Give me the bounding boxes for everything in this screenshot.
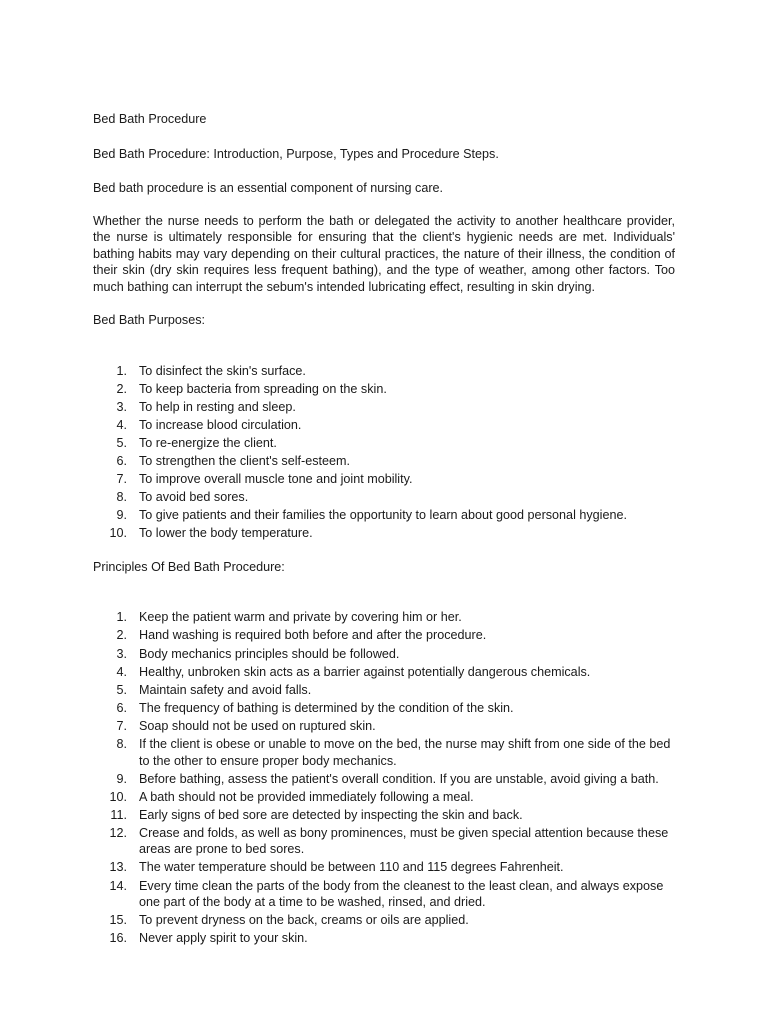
principles-list xyxy=(93,609,675,946)
purpose-item-number: 5. xyxy=(116,435,127,450)
intro-sentence: Bed bath procedure is an essential component of nursing care. xyxy=(93,181,444,195)
principle-item-text: Every time clean the parts of the body from the cleanest to the least clean, and always expose one part of the body at a time to be washed, rinsed, and dried. xyxy=(139,878,664,910)
purpose-item xyxy=(93,399,675,416)
principle-item xyxy=(93,771,675,788)
purposes-list xyxy=(93,363,675,542)
purpose-item-text: To disinfect the skin's surface. xyxy=(139,363,306,378)
document-subtitle: Bed Bath Procedure: Introduction, Purpose, Types and Procedure Steps. xyxy=(93,146,499,161)
principle-item-text: Never apply spirit to your skin. xyxy=(139,931,308,946)
principle-item-number: 13. xyxy=(109,860,127,875)
purpose-item-text: To lower the body temperature. xyxy=(139,526,313,541)
principle-item xyxy=(93,859,675,876)
purpose-item-number: 1. xyxy=(116,363,127,378)
principle-item xyxy=(93,807,675,824)
principle-item xyxy=(93,646,675,663)
principle-item xyxy=(93,736,675,769)
purpose-item-text: To improve overall muscle tone and joint mobility. xyxy=(139,472,413,487)
principle-item-text: Maintain safety and avoid falls. xyxy=(139,682,312,697)
purpose-item xyxy=(93,453,675,470)
principle-item-number: 11. xyxy=(110,807,127,822)
principle-item-text: The frequency of bathing is determined by the condition of the skin. xyxy=(139,700,514,715)
principle-item-text: Early signs of bed sore are detected by inspecting the skin and back. xyxy=(139,807,523,822)
purpose-item xyxy=(93,471,675,488)
document-page xyxy=(93,111,675,948)
principle-item xyxy=(93,912,675,929)
purpose-item xyxy=(93,435,675,452)
principle-item-text: Before bathing, assess the patient's overall condition. If you are unstable, avoid giving a bath. xyxy=(139,771,659,786)
purpose-item xyxy=(93,525,675,542)
principles-heading: Principles Of Bed Bath Procedure: xyxy=(93,559,285,574)
principle-item-number: 5. xyxy=(116,682,127,697)
purpose-item-number: 9. xyxy=(116,508,127,523)
purpose-item-text: To help in resting and sleep. xyxy=(139,399,296,414)
principle-item-number: 6. xyxy=(116,700,127,715)
principle-item xyxy=(93,682,675,699)
purpose-item-text: To re-energize the client. xyxy=(139,435,277,450)
principle-item-number: 12. xyxy=(109,825,127,840)
purpose-item-text: To keep bacteria from spreading on the skin. xyxy=(139,381,387,396)
principle-item-number: 9. xyxy=(116,771,127,786)
principle-item-number: 4. xyxy=(116,664,127,679)
principle-item-text: Hand washing is required both before and after the procedure. xyxy=(139,628,487,643)
purpose-item xyxy=(93,381,675,398)
principle-item xyxy=(93,718,675,735)
purpose-item xyxy=(93,507,675,524)
purpose-item-text: To give patients and their families the opportunity to learn about good personal hygiene. xyxy=(139,508,627,523)
principle-item-text: The water temperature should be between 110 and 115 degrees Fahrenheit. xyxy=(139,860,564,875)
purpose-item-text: To strengthen the client's self-esteem. xyxy=(139,453,351,468)
purpose-item xyxy=(93,363,675,380)
principle-item-number: 1. xyxy=(116,610,127,625)
principle-item-number: 2. xyxy=(116,628,127,643)
purpose-item xyxy=(93,417,675,434)
principle-item-text: Soap should not be used on ruptured skin. xyxy=(139,718,376,733)
purpose-item-number: 4. xyxy=(116,417,127,432)
principle-item-text: To prevent dryness on the back, creams or oils are applied. xyxy=(139,913,469,928)
principle-item-number: 15. xyxy=(109,913,127,928)
principle-item-text: A bath should not be provided immediately following a meal. xyxy=(139,789,474,804)
principle-item-text: If the client is obese or unable to move on the bed, the nurse may shift from one side of the bed to the other to ensure proper body mechanics. xyxy=(139,737,671,768)
purpose-item-number: 7. xyxy=(116,472,127,487)
intro-paragraph: Whether the nurse needs to perform the bath or delegated the activity to another healthcare provider, the nurse is ultimately responsible for ensuring that the client's hygienic needs are met. Individuals' bathing habits may vary depending on their cultural practices, the nature of their illness, the condition of their skin (dry skin requires less frequent bathing), and the type of weather, among other factors. Too much bathing can interrupt the sebum's intended lubricating effect, resulting in skin drying. xyxy=(93,213,675,294)
purposes-heading: Bed Bath Purposes: xyxy=(93,313,206,327)
principle-item xyxy=(93,825,675,858)
principle-item xyxy=(93,664,675,681)
purpose-item-text: To increase blood circulation. xyxy=(139,417,302,432)
principle-item xyxy=(93,627,675,644)
purpose-item xyxy=(93,489,675,506)
principle-item-number: 3. xyxy=(116,646,127,661)
purpose-item-number: 2. xyxy=(116,381,127,396)
purpose-item-number: 10. xyxy=(109,526,127,541)
document-title: Bed Bath Procedure xyxy=(93,112,207,126)
principle-item-number: 8. xyxy=(116,737,127,751)
principle-item xyxy=(93,789,675,806)
principle-item xyxy=(93,609,675,626)
principle-item xyxy=(93,930,675,947)
principle-item-text: Healthy, unbroken skin acts as a barrier against potentially dangerous chemicals. xyxy=(139,664,591,679)
principle-item-number: 16. xyxy=(109,931,127,946)
principle-item-text: Body mechanics principles should be followed. xyxy=(139,646,400,661)
principle-item-text: Crease and folds, as well as bony prominences, must be given special attention because these areas are prone to bed sores. xyxy=(139,825,669,857)
purpose-item-number: 3. xyxy=(116,399,127,414)
purpose-item-number: 8. xyxy=(116,490,127,505)
principle-item xyxy=(93,700,675,717)
principle-item-number: 7. xyxy=(116,718,127,733)
principle-item-number: 14. xyxy=(109,878,127,893)
principle-item-number: 10. xyxy=(109,789,127,804)
purpose-item-number: 6. xyxy=(116,453,127,468)
principle-item xyxy=(93,878,675,911)
purpose-item-text: To avoid bed sores. xyxy=(139,490,249,505)
principle-item-text: Keep the patient warm and private by covering him or her. xyxy=(139,610,462,625)
